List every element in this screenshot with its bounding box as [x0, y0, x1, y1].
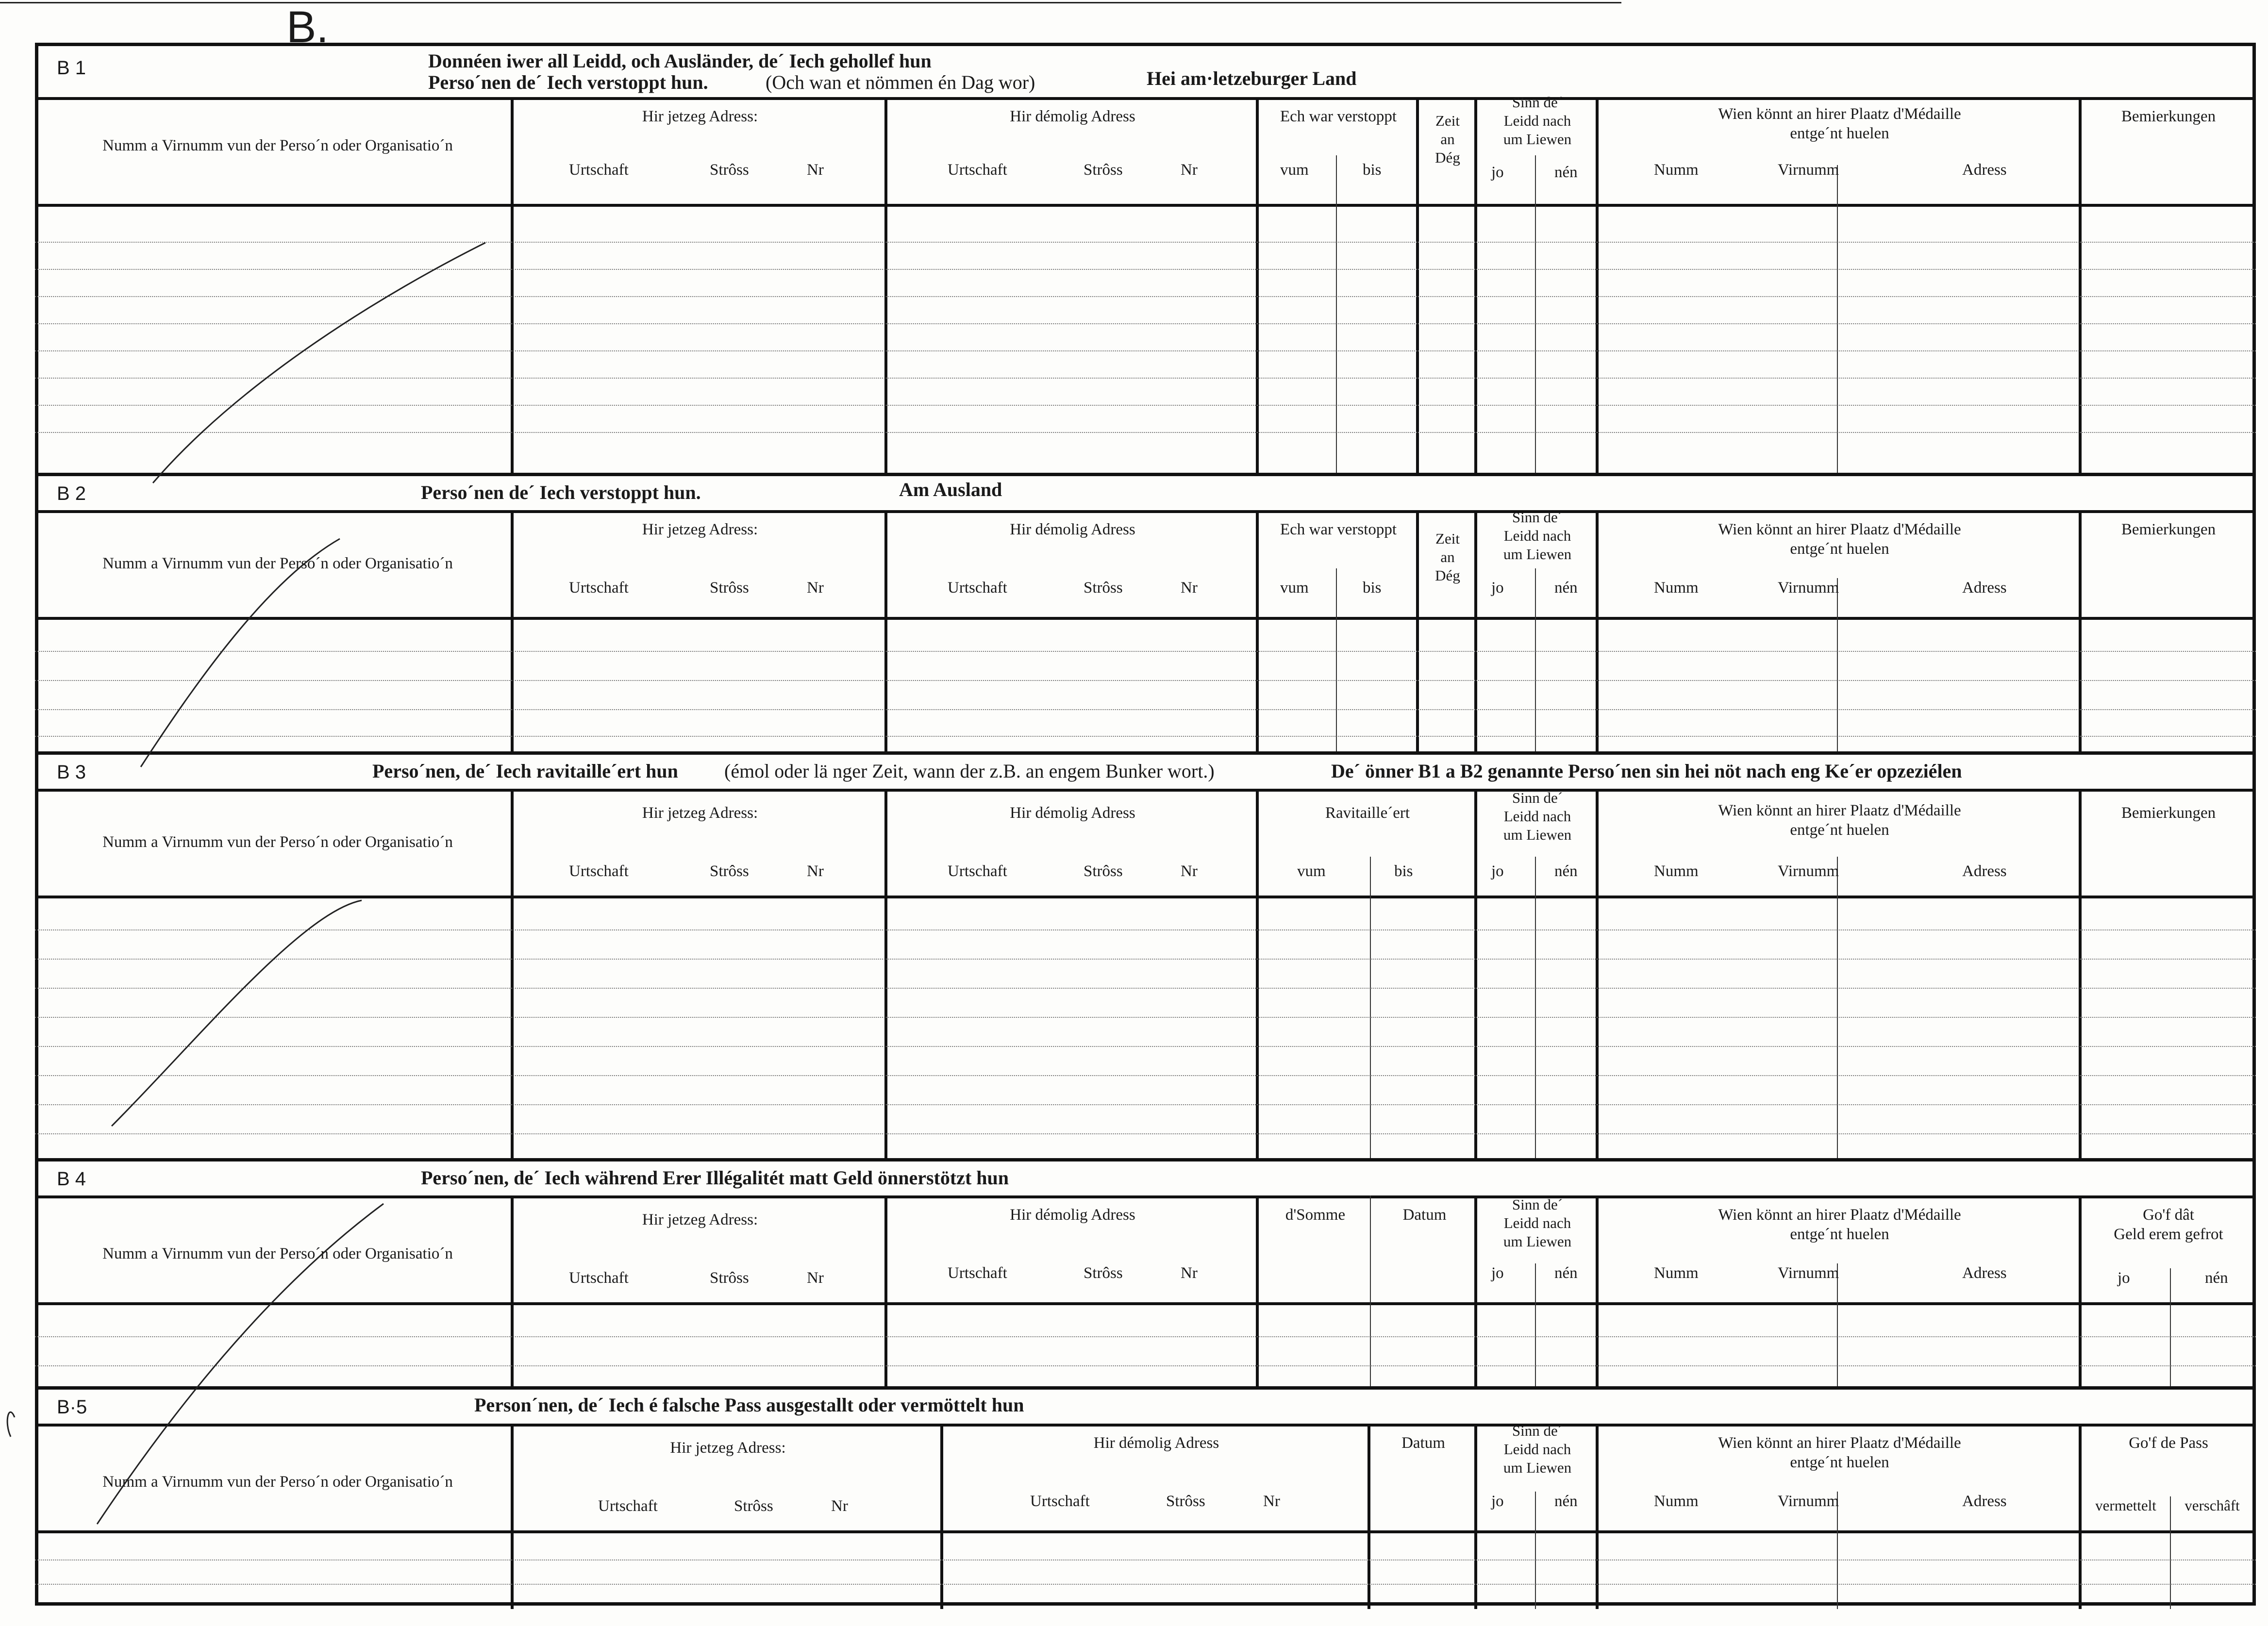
col-remarks: Bemierkungen — [2121, 108, 2216, 125]
sub-nr: Nr — [831, 1497, 848, 1515]
col-hidden: Ech war verstoppt — [1280, 108, 1397, 125]
sub-adress: Adress — [1962, 1493, 2007, 1510]
section-code: B 3 — [57, 762, 86, 783]
col-former-address: Hir démolig Adress — [1093, 1434, 1219, 1452]
col-sum: d'Somme — [1285, 1206, 1346, 1224]
sub-numm: Numm — [1654, 579, 1699, 597]
section-code: B·5 — [57, 1396, 87, 1418]
section-title: Perso´nen, de´ Iech während Erer Illégalitét matt Geld önnerstötzt hun — [421, 1167, 1009, 1189]
sub-nen: nén — [1554, 579, 1578, 597]
sub-urtschaft: Urtschaft — [569, 579, 629, 597]
section-title: Person´nen, de´ Iech é falsche Pass ausgestallt oder vermöttelt hun — [474, 1394, 1024, 1416]
col-name: Numm a Virnumm vun der Perso´n oder Organisatio´n — [102, 1245, 453, 1262]
sub-adress: Adress — [1962, 579, 2007, 597]
form-letter: B. — [286, 2, 329, 52]
section-title-line-2: Perso´nen de´ Iech verstoppt hun. — [428, 71, 708, 93]
sub-urtschaft: Urtschaft — [1030, 1493, 1090, 1510]
sub-virnumm: Virnumm — [1778, 579, 1839, 597]
col-date: Datum — [1401, 1434, 1445, 1452]
sub-numm: Numm — [1654, 161, 1699, 179]
sub-adress: Adress — [1962, 1264, 2007, 1282]
section-title-note: (émol oder lä nger Zeit, wann der z.B. an engem Bunker wort.) — [724, 760, 1215, 782]
sub-urtschaft: Urtschaft — [948, 579, 1007, 597]
sub-stross: Strôss — [710, 161, 749, 179]
col-zeit: Zeit an Dég — [1435, 530, 1460, 584]
section-b4-banner — [35, 1161, 2256, 1198]
col-medal: Wien könnt an hirer Plaatz d'Médaille entge´nt huelen — [1718, 1434, 1961, 1472]
col-current-address: Hir jetzeg Adress: — [642, 521, 758, 538]
sub-stross: Strôss — [710, 579, 749, 597]
col-remarks: Bemierkungen — [2121, 804, 2216, 822]
sub-urtschaft: Urtschaft — [948, 1264, 1007, 1282]
section-b1 — [35, 43, 2256, 473]
col-current-address: Hir jetzeg Adress: — [642, 804, 758, 822]
sub-nr: Nr — [1181, 579, 1198, 597]
sub-bis: bis — [1363, 579, 1382, 597]
sub-jo: jo — [2118, 1269, 2130, 1287]
sub-nr: Nr — [1263, 1493, 1280, 1510]
sub-jo: jo — [1491, 1493, 1504, 1510]
col-former-address: Hir démolig Adress — [1010, 521, 1135, 538]
sub-jo: jo — [1491, 1264, 1504, 1282]
col-alive: Sinn de´ Leidd nach um Liewen — [1503, 509, 1572, 563]
col-name: Numm a Virnumm vun der Perso´n oder Organisatio´n — [102, 833, 453, 851]
sub-nr: Nr — [1181, 1264, 1198, 1282]
sub-vum: vum — [1297, 863, 1326, 880]
section-title-right: Hei am·letzeburger Land — [1147, 67, 1357, 89]
col-money-returned: Go'f dât Geld erem gefrot — [2114, 1206, 2223, 1244]
sub-nen: nén — [2205, 1269, 2228, 1287]
sub-nr: Nr — [807, 579, 824, 597]
col-current-address: Hir jetzeg Adress: — [642, 108, 758, 125]
section-b2-table — [35, 510, 2256, 755]
sub-jo: jo — [1491, 164, 1504, 181]
col-former-address: Hir démolig Adress — [1010, 108, 1135, 125]
sub-urtschaft: Urtschaft — [569, 161, 629, 179]
section-title-line-1: Donnéen iwer all Leidd, och Ausländer, de´ Iech gehollef hun — [428, 50, 932, 72]
sub-nr: Nr — [1181, 161, 1198, 179]
col-former-address: Hir démolig Adress — [1010, 1206, 1135, 1224]
sub-stross: Strôss — [1084, 863, 1123, 880]
sub-stross: Strôss — [1084, 1264, 1123, 1282]
sub-nen: nén — [1554, 1264, 1578, 1282]
section-b4 — [35, 1158, 2256, 1390]
col-medal: Wien könnt an hirer Plaatz d'Médaille entge´nt huelen — [1718, 521, 1961, 558]
sub-stross: Strôss — [710, 1269, 749, 1287]
sub-bis: bis — [1394, 863, 1413, 880]
sub-nen: nén — [1554, 1493, 1578, 1510]
sub-urtschaft: Urtschaft — [948, 161, 1007, 179]
section-title-right: Am Ausland — [899, 479, 1002, 500]
sub-nen: nén — [1554, 863, 1578, 880]
sub-numm: Numm — [1654, 1264, 1699, 1282]
sub-stross: Strôss — [1084, 161, 1123, 179]
sub-nr: Nr — [1181, 863, 1198, 880]
sub-adress: Adress — [1962, 863, 2007, 880]
col-alive: Sinn de´ Leidd nach um Liewen — [1503, 789, 1572, 843]
col-name: Numm a Virnumm vun der Perso´n oder Organisatio´n — [102, 555, 453, 572]
col-current-address: Hir jetzeg Adress: — [642, 1211, 758, 1228]
sub-verschaft: verschâft — [2185, 1497, 2240, 1514]
sub-nen: nén — [1554, 164, 1578, 181]
sub-virnumm: Virnumm — [1778, 1264, 1839, 1282]
sub-jo: jo — [1491, 579, 1504, 597]
col-pass-given: Go'f de Pass — [2129, 1434, 2208, 1452]
section-b2-banner — [35, 476, 2256, 513]
sub-jo: jo — [1491, 863, 1504, 880]
sub-vermettelt: vermettelt — [2095, 1497, 2156, 1514]
sub-stross: Strôss — [734, 1497, 773, 1515]
section-title: Perso´nen de´ Iech verstoppt hun. — [421, 481, 701, 503]
sub-numm: Numm — [1654, 1493, 1699, 1510]
sub-urtschaft: Urtschaft — [948, 863, 1007, 880]
sub-stross: Strôss — [1084, 579, 1123, 597]
col-name: Numm a Virnumm vun der Perso´n oder Organisatio´n — [102, 1473, 453, 1491]
col-ravitailleert: Ravitaille´ert — [1325, 804, 1410, 822]
sub-nr: Nr — [807, 1269, 824, 1287]
sub-vum: vum — [1280, 579, 1309, 597]
col-remarks: Bemierkungen — [2121, 521, 2216, 538]
sub-virnumm: Virnumm — [1778, 1493, 1839, 1510]
section-code: B 4 — [57, 1168, 86, 1190]
section-b3-table — [35, 789, 2256, 1161]
col-name: Numm a Virnumm vun der Perso´n oder Organisatio´n — [102, 137, 453, 154]
col-former-address: Hir démolig Adress — [1010, 804, 1135, 822]
section-code: B 2 — [57, 483, 86, 504]
section-b1-table — [35, 94, 2256, 473]
sub-nr: Nr — [807, 863, 824, 880]
pen-stroke — [7, 1412, 15, 1437]
top-rule — [0, 2, 1621, 3]
sub-stross: Strôss — [710, 863, 749, 880]
sub-numm: Numm — [1654, 863, 1699, 880]
section-b3 — [35, 751, 2256, 1161]
sub-vum: vum — [1280, 161, 1309, 179]
sub-adress: Adress — [1962, 161, 2007, 179]
section-b4-table — [35, 1195, 2256, 1390]
col-alive: Sinn de´ Leidd nach um Liewen — [1503, 1422, 1572, 1476]
col-medal: Wien könnt an hirer Plaatz d'Médaille entge´nt huelen — [1718, 802, 1961, 839]
sub-virnumm: Virnumm — [1778, 863, 1839, 880]
col-date: Datum — [1402, 1206, 1447, 1224]
sub-urtschaft: Urtschaft — [569, 863, 629, 880]
col-alive: Sinn de´ Leidd nach um Liewen — [1503, 94, 1572, 148]
col-medal: Wien könnt an hirer Plaatz d'Médaille entge´nt huelen — [1718, 1206, 1961, 1244]
section-b5-table — [35, 1424, 2256, 1609]
sub-urtschaft: Urtschaft — [598, 1497, 658, 1515]
col-current-address: Hir jetzeg Adress: — [670, 1439, 786, 1457]
col-hidden: Ech war verstoppt — [1280, 521, 1397, 538]
sub-nr: Nr — [807, 161, 824, 179]
section-title: Perso´nen, de´ Iech ravitaille´ert hun — [372, 760, 678, 782]
section-title-right: De´ önner B1 a B2 genannte Perso´nen sin hei nöt nach eng Ke´er opzeziélen — [1331, 760, 1962, 782]
section-b2 — [35, 473, 2256, 755]
section-b3-banner — [35, 755, 2256, 792]
section-title-note: (Och wan et nömmen én Dag wor) — [766, 71, 1035, 93]
sub-virnumm: Virnumm — [1778, 161, 1839, 179]
section-b5 — [35, 1386, 2256, 1609]
sub-bis: bis — [1363, 161, 1382, 179]
sub-urtschaft: Urtschaft — [569, 1269, 629, 1287]
sub-stross: Strôss — [1166, 1493, 1205, 1510]
col-zeit: Zeit an Dég — [1435, 112, 1460, 166]
col-alive: Sinn de´ Leidd nach um Liewen — [1503, 1196, 1572, 1250]
section-code: B 1 — [57, 57, 86, 79]
section-b1-banner — [35, 43, 2256, 100]
section-b5-banner — [35, 1390, 2256, 1427]
col-medal: Wien könnt an hirer Plaatz d'Médaille entge´nt huelen — [1718, 105, 1961, 143]
